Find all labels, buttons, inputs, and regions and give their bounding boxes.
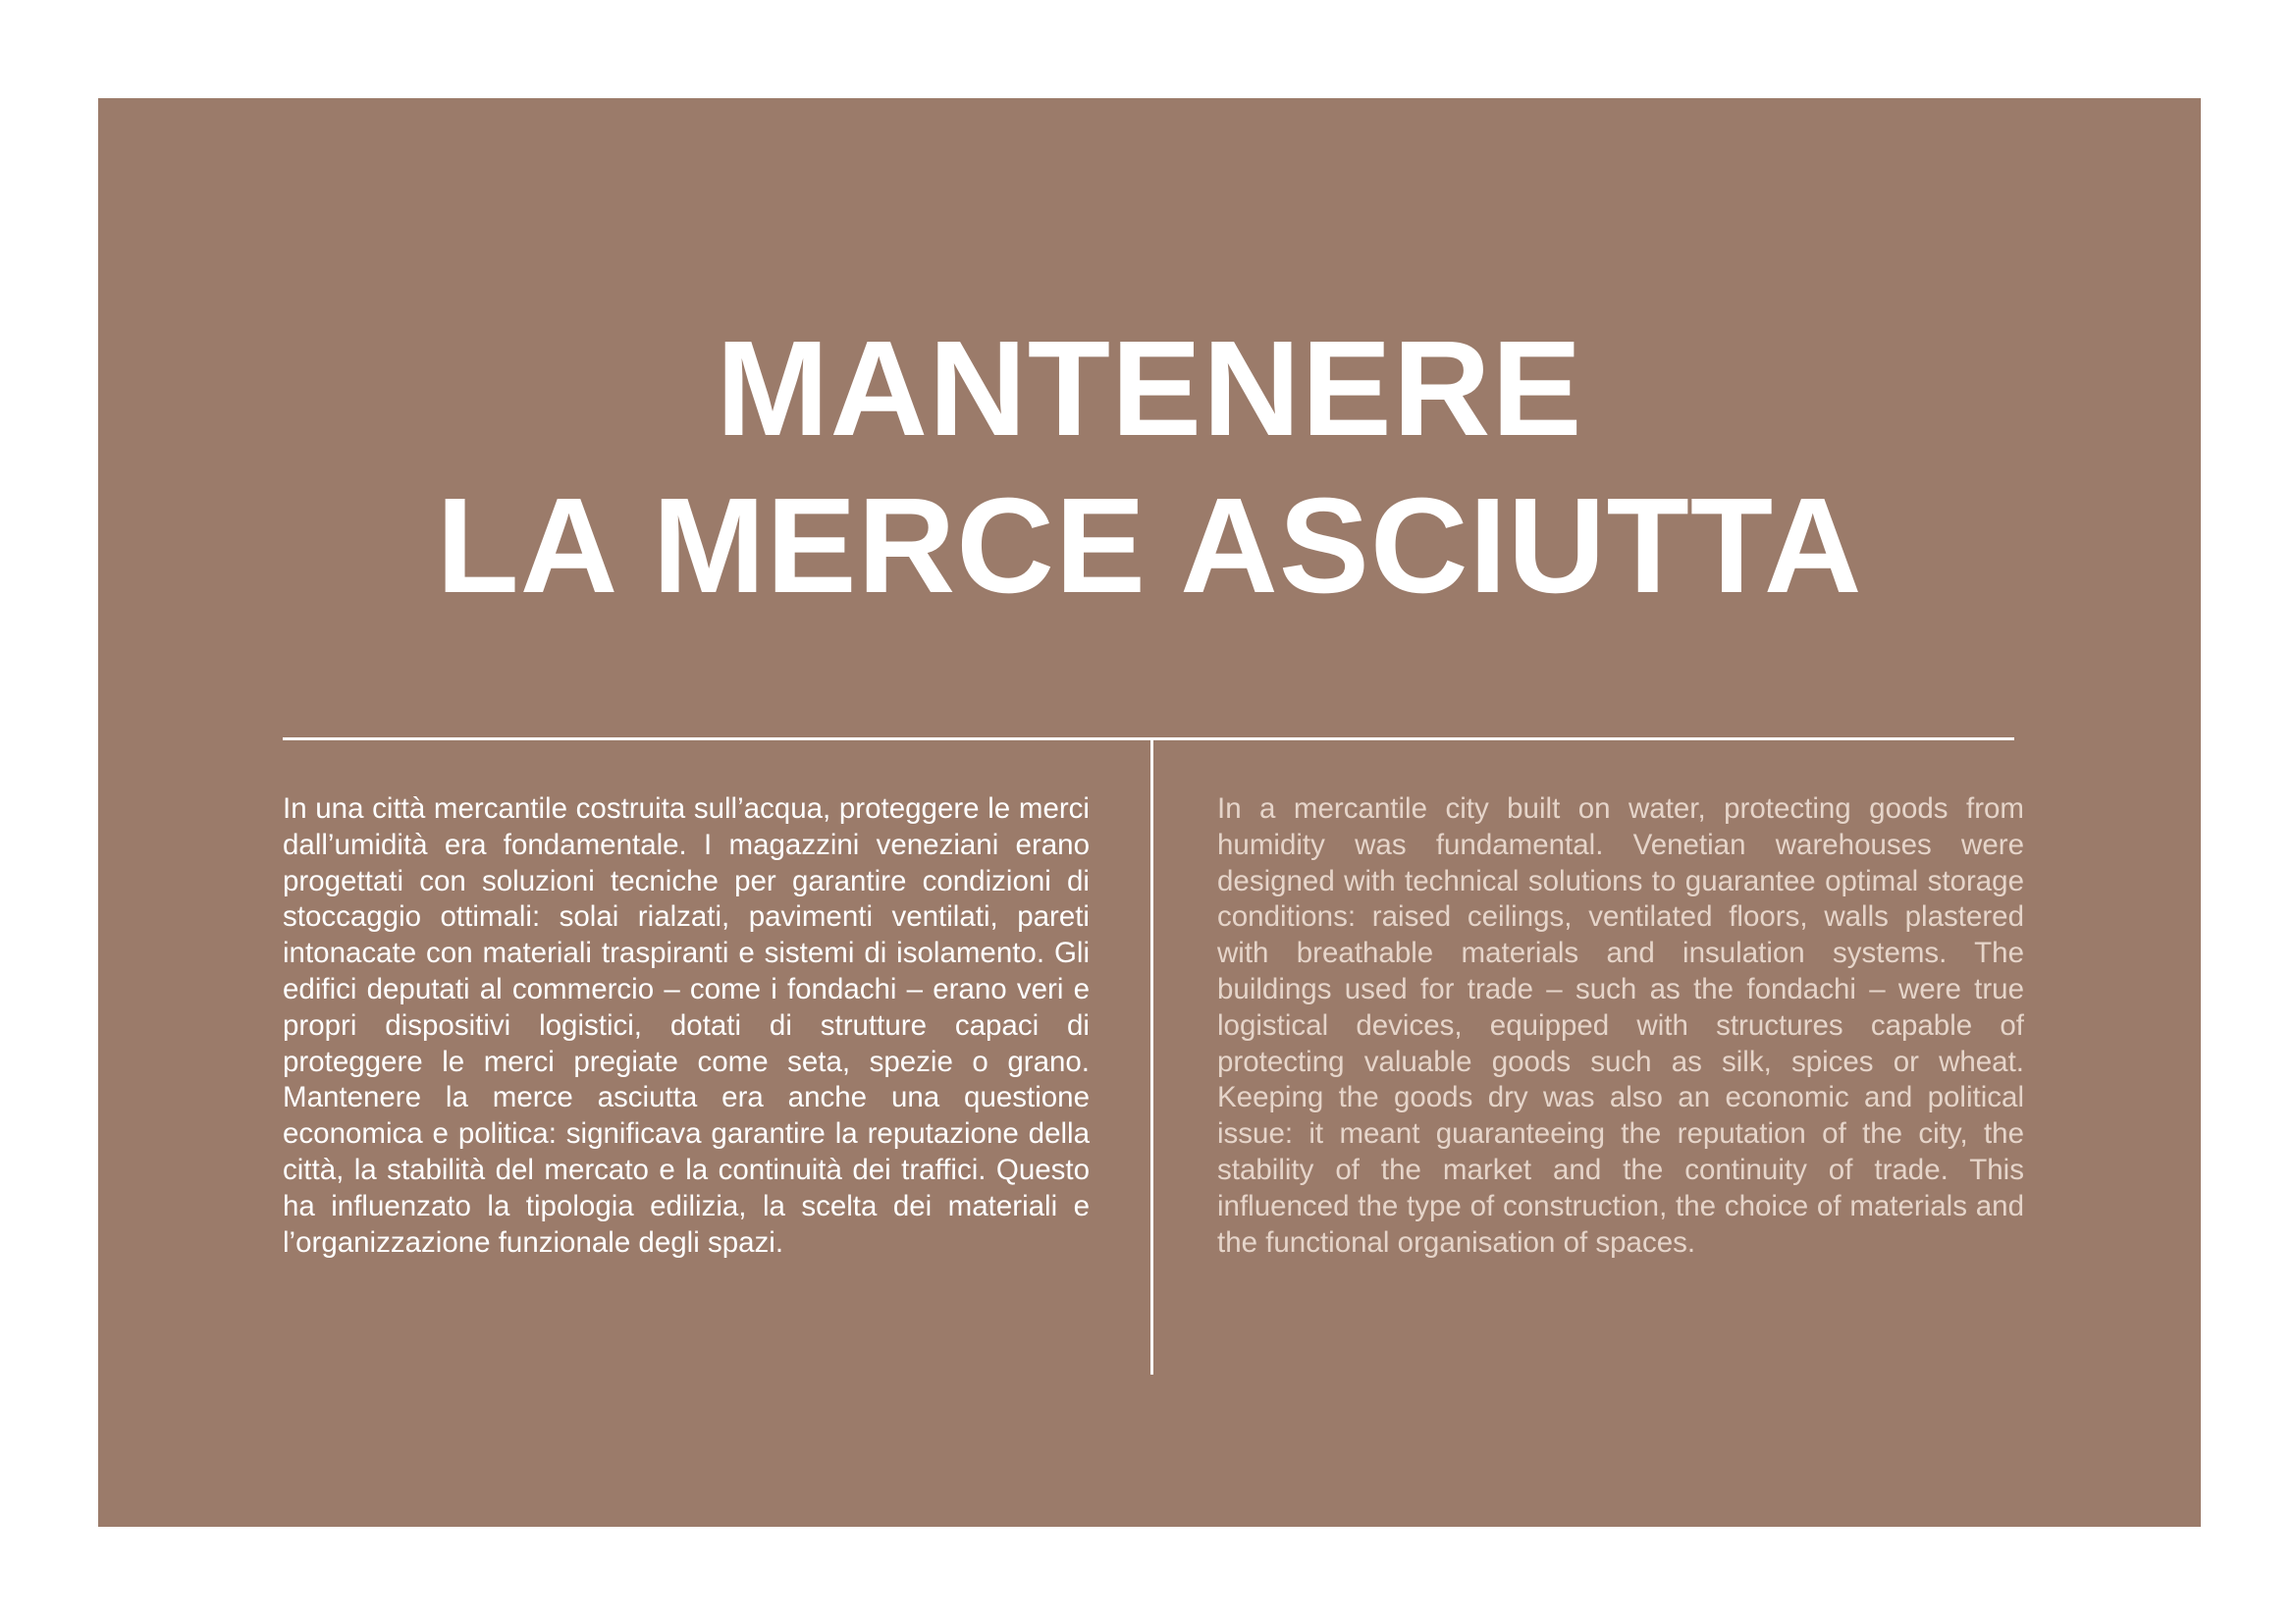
page-title: [98, 310, 2201, 624]
title-line-2: LA MERCE ASCIUTTA: [436, 470, 1863, 622]
content-panel: [98, 98, 2201, 1527]
horizontal-rule: [283, 737, 2014, 740]
column-divider: [1150, 740, 1153, 1375]
title-line-1: MANTENERE: [716, 313, 1583, 464]
english-text-column: In a mercantile city built on water, protecting goods from humidity was fundamental. Venetian warehouses were designed with technical solutions to guarantee optimal storage conditions: raised ceilings, ventilated floors, walls plastered with breathable materials and insulation systems. The buildings used for trade – such as the fondachi – were true logistical devices, equipped with structures capable of protecting valuable goods such as silk, spices or wheat. Keeping the goods dry was also an economic and political issue: it meant guaranteeing the reputation of the city, the stability of the market and the continuity of trade. This influenced the type of construction, the choice of materials and the functional organisation of spaces.: [1217, 792, 2024, 1259]
italian-text-column: In una città mercantile costruita sull’acqua, proteggere le merci dall’umidità era fondamentale. I magazzini veneziani erano progettati con soluzioni tecniche per garantire condizioni di stoccaggio ottimali: solai rialzati, pavimenti ventilati, pareti intonacate con materiali traspiranti e sistemi di isolamento. Gli edifici deputati al commercio – come i fondachi – erano veri e propri dispositivi logistici, dotati di strutture capaci di proteggere le merci pregiate come seta, spezie o grano. Mantenere la merce asciutta era anche una questione economica e politica: significava garantire la reputazione della città, la stabilità del mercato e la continuità dei traffici. Questo ha influenzato la tipologia edilizia, la scelta dei materiali e l’organizzazione funzionale degli spazi.: [283, 792, 1090, 1259]
